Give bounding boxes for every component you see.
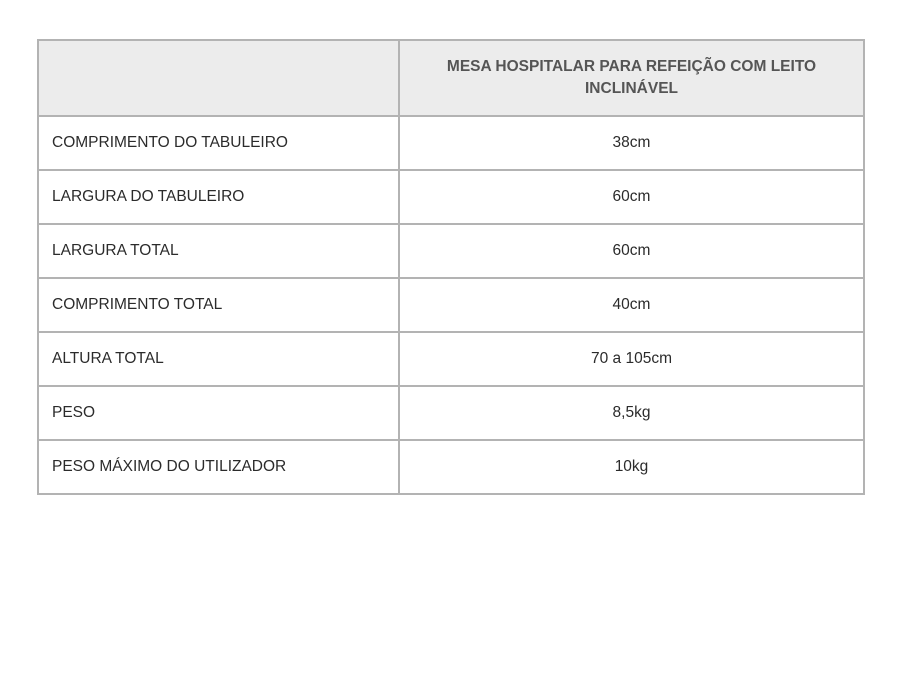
header-blank-cell [38, 40, 399, 116]
row-value: 70 a 105cm [399, 332, 864, 386]
row-value: 8,5kg [399, 386, 864, 440]
table-row [38, 440, 864, 494]
row-label: LARGURA TOTAL [38, 224, 399, 278]
header-product-name: MESA HOSPITALAR PARA REFEIÇÃO COM LEITO INCLINÁVEL [399, 40, 864, 116]
row-label: PESO [38, 386, 399, 440]
row-value: 60cm [399, 170, 864, 224]
table-row [38, 170, 864, 224]
row-label: COMPRIMENTO DO TABULEIRO [38, 116, 399, 170]
row-value: 10kg [399, 440, 864, 494]
row-label: LARGURA DO TABULEIRO [38, 170, 399, 224]
row-value: 60cm [399, 224, 864, 278]
spec-table [37, 39, 865, 495]
table-row [38, 386, 864, 440]
table-row [38, 278, 864, 332]
table-row [38, 332, 864, 386]
row-label: COMPRIMENTO TOTAL [38, 278, 399, 332]
table-header-row [38, 40, 864, 116]
table-row [38, 116, 864, 170]
row-label: PESO MÁXIMO DO UTILIZADOR [38, 440, 399, 494]
table-row [38, 224, 864, 278]
row-label: ALTURA TOTAL [38, 332, 399, 386]
row-value: 40cm [399, 278, 864, 332]
row-value: 38cm [399, 116, 864, 170]
